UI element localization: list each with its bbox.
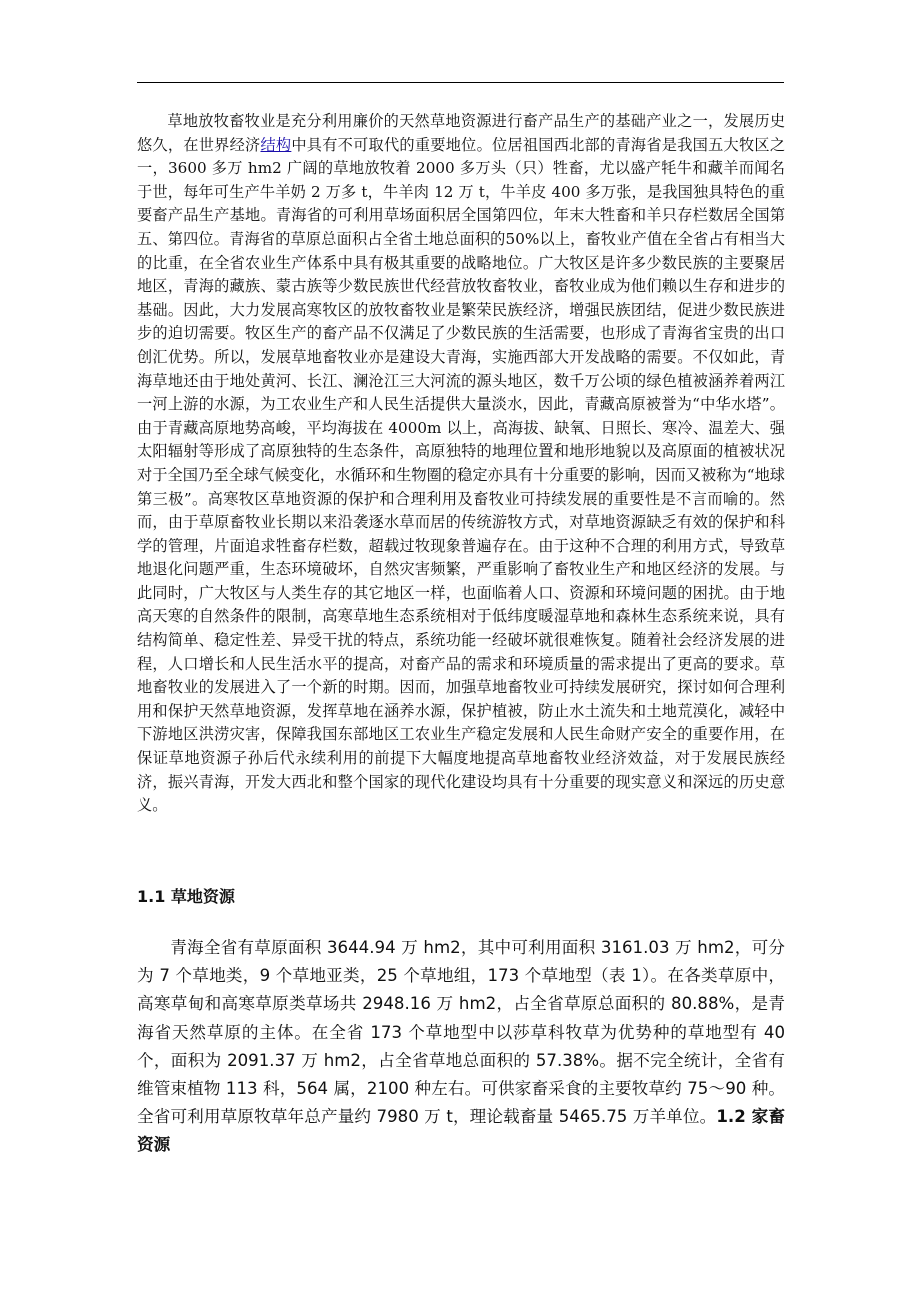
section-heading-grassland: 1.1 草地资源 <box>137 887 235 906</box>
intro-text-part1: 草地放牧畜牧业是充分利用廉价的天然草地资源进行畜产品生产的基础产业之一，发展历史悠久，在世界经济 <box>137 112 785 154</box>
structure-link[interactable]: 结构 <box>260 135 292 154</box>
section-heading-livestock: 1.2 家畜资源 <box>137 1107 785 1155</box>
intro-text-part2: 中具有不可取代的重要地位。位居祖国西北部的青海省是我国五大牧区之一，3600 多万 hm2 广阔的草地放牧着 2000 多万头（只）牲畜，尤以盛产牦牛和藏羊而闻名于世，每年可生产牛羊奶 2 万多 t，牛羊肉 12 万 t，牛羊皮 400 多万张，是我国独具特色的重要畜产品生产基地。青海省的可利用草场面积居全国第四位，年末大牲畜和羊只存栏数居全国第五、第四位。青海省的草原总面积占全省土地总面积的50%以上，畜牧业产值在全省占有相当大的比重，在全省农业生产体系中具有极其重要的战略地位。广大牧区是许多少数民族的主要聚居地区，青海的藏族、蒙古族等少数民族世代经营放牧畜牧业，畜牧业成为他们赖以生存和进步的基础。因此，大力发展高寒牧区的放牧畜牧业是繁荣民族经济，增强民族团结，促进少数民族进步的迫切需要。牧区生产的畜产品不仅满足了少数民族的生活需要，也形成了青海省宝贵的出口创汇优势。所以，发展草地畜牧业亦是建设大青海，实施西部大开发战略的需要。不仅如此，青海草地还由于地处黄河、长江、澜沧江三大河流的源头地区，数千万公顷的绿色植被涵养着两江一河上游的水源，为工农业生产和人民生活提供大量淡水，因此，青藏高原被誉为“中华水塔”。由于青藏高原地势高峻，平均海拔在 4000m 以上，高海拔、缺氧、日照长、寒冷、温差大、强太阳辐射等形成了高原独特的生态条件，高原独特的地理位置和地形地貌以及高原面的植被状况对于全国乃至全球气候变化，水循环和生物圈的稳定亦具有十分重要的影响，因而又被称为“地球第三极”。高寒牧区草地资源的保护和合理利用及畜牧业可持续发展的重要性是不言而喻的。然而，由于草原畜牧业长期以来沿袭逐水草而居的传统游牧方式，对草地资源缺乏有效的保护和科学的管理，片面追求牲畜存栏数，超载过牧现象普遍存在。由于这种不合理的利用方式，导致草地退化问题严重，生态环境破坏，自然灾害频繁，严重影响了畜牧业生产和地区经济的发展。与此同时，广大牧区与人类生存的其它地区一样，也面临着人口、资源和环境问题的困扰。由于地高天寒的自然条件的限制，高寒草地生态系统相对于低纬度暖湿草地和森林生态系统来说，具有结构简单、稳定性差、异受干扰的特点，系统功能一经破坏就很难恢复。随着社会经济发展的进程，人口增长和人民生活水平的提高，对畜产品的需求和环境质量的需求提出了更高的要求。草地畜牧业的发展进入了一个新的时期。因而，加强草地畜牧业可持续发展研究，探讨如何合理利用和保护天然草地资源，发挥草地在涵养水源，保护植被，防止水土流失和土地荒漠化，减轻中下游地区洪涝灾害，保障我国东部地区工农业生产稳定发展和人民生命财产安全的重要作用，在保证草地资源子孙后代永续利用的前提下大幅度地提高草地畜牧业经济效益，对于发展民族经济，振兴青海，开发大西北和整个国家的现代化建设均具有十分重要的现实意义和深远的历史意义。 <box>137 135 786 815</box>
grassland-text: 青海全省有草原面积 3644.94 万 hm2，其中可利用面积 3161.03 万 hm2，可分为 7 个草地类，9 个草地亚类，25 个草地组，173 个草地型（表 1）。在各类草原中，高寒草甸和高寒草原类草场共 2948.16 万 hm2，占全省草原总面积的 80.88%，是青海省天然草原的主体。在全省 173 个草地型中以莎草科牧草为优势种的草地型有 40 个，面积为 2091.37 万 hm2，占全省草地总面积的 57.38%。据不完全统计，全省有维管束植物 113 科，564 属，2100 种左右。可供家畜采食的主要牧草约 75～90 种。全省可利用草原牧草年总产量约 7980 万 t，理论载畜量 5465.75 万羊单位。 <box>137 938 785 1127</box>
intro-paragraph <box>137 110 785 818</box>
grassland-paragraph <box>137 934 785 1160</box>
header-rule <box>137 82 784 83</box>
